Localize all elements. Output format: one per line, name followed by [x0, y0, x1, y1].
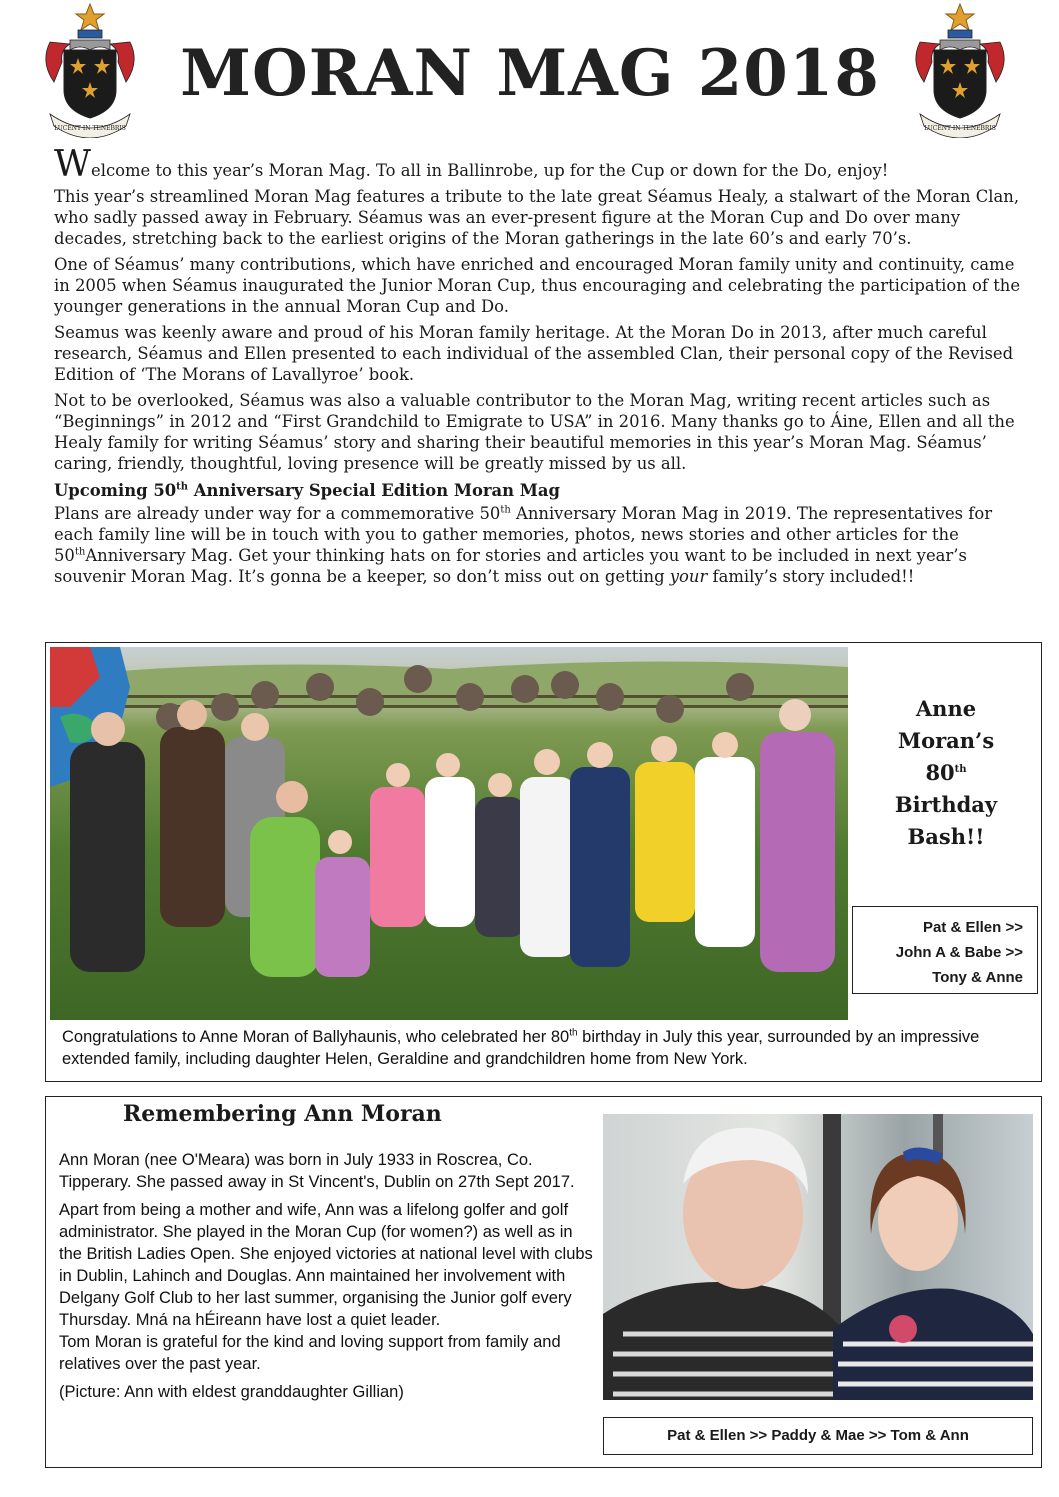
birthday-title: Anne Moran’s 80th Birthday Bash!! — [894, 696, 998, 849]
crest-star-icon — [946, 4, 974, 30]
page-title: MORAN MAG 2018 — [180, 36, 880, 111]
birthday-lineage-box — [852, 906, 1038, 994]
remembering-photo-credit: (Picture: Ann with eldest granddaughter Gillian) — [59, 1383, 404, 1401]
intro-section — [54, 144, 1024, 592]
anniversary-paragraph: Plans are already under way for a commemorative 50th Anniversary Moran Mag in 2019. The representatives for each family line will be in touch with you to gather memories, photos, news stories and other articles for the 50thAnniversary Mag. Get your thinking hats on for stories and articles you want to be included in next year’s souvenir Moran Mag. It’s gonna be a keeper, so don’t miss out on getting your family’s story included!! — [54, 504, 993, 586]
intro-paragraph-2: One of Séamus’ many contributions, which have enriched and encouraged Moran family unity and continuity, came in 2005 when Séamus inaugurated the Junior Moran Cup, thus encouraging and celebrating the participation of the younger generations in the annual Moran Cup and Do. — [54, 255, 1021, 316]
lineage-line: Tony & Anne — [932, 969, 1023, 986]
lineage-line: Pat & Ellen >> — [922, 919, 1023, 936]
remembering-paragraph-1: Ann Moran (nee O'Meara) was born in July 1933 in Roscrea, Co. Tipperary. She passed away in St Vincent's, Dublin on 27th Sept 2017. — [59, 1151, 575, 1191]
birthday-feature-box — [45, 642, 1042, 1082]
crest-star-icon — [76, 4, 104, 30]
svg-text:LUCENT IN TENEBRIS: LUCENT IN TENEBRIS — [924, 125, 996, 132]
birthday-group-photo — [50, 647, 848, 1020]
welcome-paragraph: Welcome to this year’s Moran Mag. To all in Ballinrobe, up for the Cup or down for the Do, enjoy! — [54, 144, 889, 185]
drop-cap: W — [54, 144, 92, 185]
remembering-paragraph-3: Tom Moran is grateful for the kind and loving support from family and relatives over the past year. — [59, 1333, 561, 1373]
svg-text:LUCENT IN TENEBRIS: LUCENT IN TENEBRIS — [54, 125, 126, 132]
anniversary-heading: Upcoming 50th Anniversary Special Edition Moran Mag — [54, 481, 561, 500]
remembering-lineage-box: Pat & Ellen >> Paddy & Mae >> Tom & Ann — [603, 1417, 1033, 1455]
lineage-line: John A & Babe >> — [895, 944, 1023, 961]
remembering-feature-box — [45, 1096, 1042, 1468]
intro-paragraph-4: Not to be overlooked, Séamus was also a valuable contributor to the Moran Mag, writing recent articles such as “Beginnings” in 2012 and “First Grandchild to Emigrate to USA” in 2016. Many thanks go to Áine, Ellen and all the Healy family for writing Séamus’ story and sharing their beautiful memories in this year’s Moran Mag. Séamus’ caring, friendly, thoughtful, loving presence will be greatly missed by us all. — [54, 391, 1015, 473]
remembering-paragraph-2: Apart from being a mother and wife, Ann was a lifelong golfer and golf administrator. She played in the Moran Cup (for women?) as well as in the British Ladies Open. She enjoyed victories at national level with clubs in Dublin, Lahinch and Douglas. Ann maintained her involvement with Delgany Golf Club to her last summer, organising the Junior golf every Thursday. Mná na hÉireann have lost a quiet leader. — [59, 1201, 593, 1329]
ann-and-gillian-photo — [603, 1114, 1033, 1400]
family-crest-right — [910, 2, 1010, 138]
family-crest-left — [40, 2, 140, 138]
remembering-heading: Remembering Ann Moran — [123, 1101, 442, 1127]
remembering-text — [59, 1149, 599, 1409]
intro-paragraph-1: This year’s streamlined Moran Mag features a tribute to the late great Séamus Healy, a stalwart of the Moran Clan, who sadly passed away in February. Séamus was an ever-present figure at the Moran Cup and Do over many decades, stretching back to the earliest origins of the Moran gatherings in the late 60’s and early 70’s. — [54, 187, 1020, 248]
intro-paragraph-3: Seamus was keenly aware and proud of his Moran family heritage. At the Moran Do in 2013, after much careful research, Séamus and Ellen presented to each individual of the assembled Clan, their personal copy of the Revised Edition of ‘The Morans of Lavallyroe’ book. — [54, 323, 1014, 384]
birthday-caption: Congratulations to Anne Moran of Ballyhaunis, who celebrated her 80th birthday in July this year, surrounded by an impressive extended family, including daughter Helen, Geraldine and grandchildren home from New York. — [62, 1027, 980, 1068]
